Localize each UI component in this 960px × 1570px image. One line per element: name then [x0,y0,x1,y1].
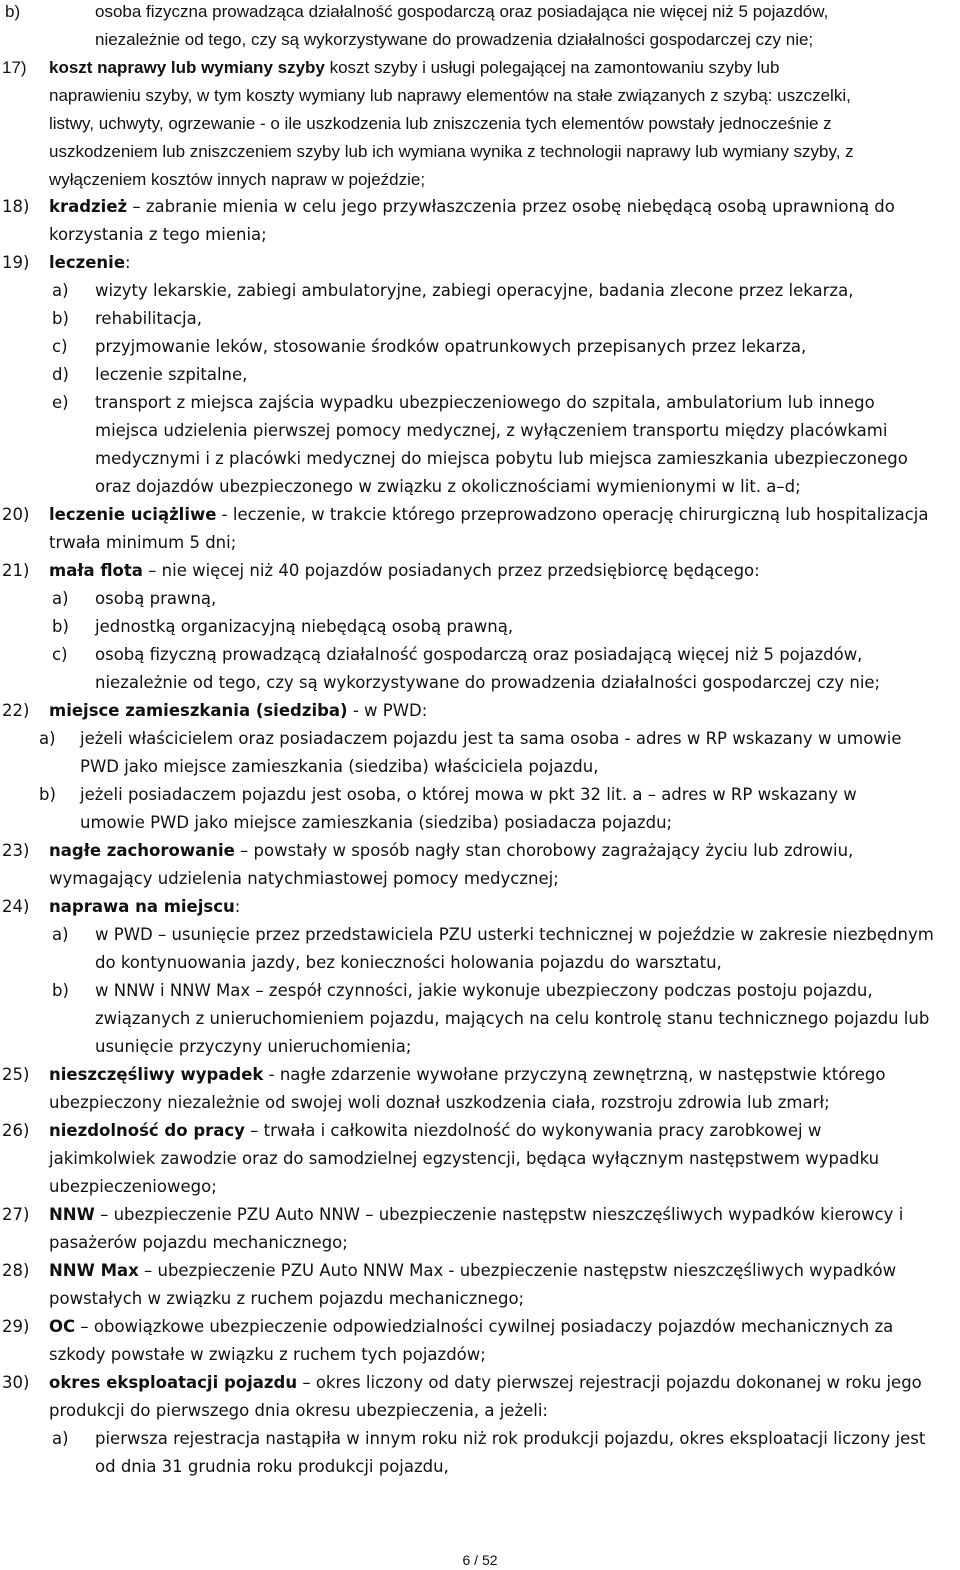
definition-first-line [95,591,216,608]
line-text: oraz dojazdów ubezpieczonego w związku z okolicznościami wymienionymi w lit. a–d; [95,477,801,496]
line-text: listwy, uchwyty, ogrzewanie - o ile uszkodzenia lub zniszczenia tych elementów powstały jednocześnie z [49,114,832,133]
definition-first-line [95,983,873,1000]
list-marker: a) [52,1429,69,1448]
line-text: niezależnie od tego, czy są wykorzystywane do prowadzenia działalności gospodarczej czy nie; [95,30,814,49]
definition-first-line [95,311,202,328]
list-marker: b) [5,2,21,21]
definition-line [49,87,851,104]
list-marker: c) [52,337,68,356]
line-text: w PWD – usunięcie przez przedstawiciela PZU usterki technicznej w pojeździe w zakresie niezbędnym [95,925,934,944]
line-text: jednostką organizacyjną niebędącą osobą prawną, [95,617,514,636]
definition-line [49,143,854,160]
line-text: przyjmowanie leków, stosowanie środków opatrunkowych przepisanych przez lekarza, [95,337,807,356]
definition-line [95,31,813,48]
line-text: niezależnie od tego, czy są wykorzystywane do prowadzenia działalności gospodarczej czy nie; [95,673,881,692]
definition-first-line [49,199,895,216]
line-text: pasażerów pojazdu mechanicznego; [49,1233,348,1252]
definition-line [95,955,722,972]
term: mała flota [49,561,143,580]
list-marker: a) [52,281,69,300]
list-marker: a) [52,589,69,608]
definition-first-line [49,1067,885,1084]
definition-line [95,479,801,496]
line-text: – ubezpieczenie PZU Auto NNW Max - ubezpieczenie następstw nieszczęśliwych wypadków [138,1261,897,1280]
line-text: – powstały w sposób nagły stan chorobowy zagrażający życiu lub zdrowiu, [234,841,854,860]
line-text: leczenie szpitalne, [95,365,248,384]
term: koszt naprawy lub wymiany szyby [49,58,325,77]
line-text: w NNW i NNW Max – zespół czynności, jakie wykonuje ubezpieczony podczas postoju pojazdu, [95,981,873,1000]
line-text: - nagłe zdarzenie wywołane przyczyną zewnętrzną, w następstwie którego [263,1065,886,1084]
definition-first-line [95,367,247,384]
line-text: osobą prawną, [95,589,217,608]
line-text: jeżeli właścicielem oraz posiadaczem pojazdu jest ta sama osoba - adres w RP wskazany w umowie [80,729,902,748]
line-text: powstałych w związku z ruchem pojazdu mechanicznego; [49,1289,525,1308]
list-marker: b) [52,981,69,1000]
line-text: korzystania z tego mienia; [49,225,267,244]
definition-first-line [49,59,779,76]
term: NNW Max [49,1261,139,1280]
definition-first-line [49,1123,821,1140]
line-text: szkody powstałe w związku z ruchem tych pojazdów; [49,1345,486,1364]
definition-line [95,1011,929,1028]
definition-line [95,451,908,468]
term: OC [49,1317,76,1336]
line-text: umowie PWD jako miejsce zamieszkania (siedziba) posiadacza pojazdu; [80,813,673,832]
list-marker: 27) [2,1205,30,1224]
line-text: – obowiązkowe ubezpieczenie odpowiedzialności cywilnej posiadaczy pojazdów mechanicznych za [75,1317,894,1336]
definition-first-line [80,787,857,804]
line-text: trwała minimum 5 dni; [49,533,237,552]
definition-first-line [49,507,928,524]
definition-first-line [95,283,853,300]
term: okres eksploatacji pojazdu [49,1373,298,1392]
list-marker: d) [52,365,69,384]
line-text: ubezpieczony niezależnie od swojej woli doznał uszkodzenia ciała, rozstroju zdrowia lub zmarł; [49,1093,830,1112]
definition-line [49,1151,879,1168]
definition-first-line [95,339,806,356]
line-text: transport z miejsca zajścia wypadku ubezpieczeniowego do szpitala, ambulatorium lub innego [95,393,875,412]
definition-first-line [49,1319,893,1336]
definition-line [80,815,672,832]
definition-first-line [49,255,131,272]
definition-first-line [49,899,240,916]
line-text: wyłączeniem kosztów innych napraw w pojeździe; [49,170,426,189]
line-text: związanych z unieruchomieniem pojazdu, mających na celu kontrolę stanu technicznego pojazdu lub [95,1009,930,1028]
line-text: do kontynuowania jazdy, bez konieczności holowania pojazdu do warsztatu, [95,953,722,972]
list-marker: 20) [2,505,30,524]
line-text: uszkodzeniem lub zniszczeniem szyby lub ich wymiana wynika z technologii naprawy lub wymiany szyby, z [49,142,854,161]
line-text: – trwała i całkowita niezdolność do wykonywania pracy zarobkowej w [244,1121,822,1140]
definition-line [49,1235,348,1252]
list-marker: a) [52,925,69,944]
line-text: : [234,897,241,916]
list-marker: c) [52,645,68,664]
line-text: – zabranie mienia w celu jego przywłaszczenia przez osobę niebędącą osobą uprawnioną do [127,197,895,216]
list-marker: 17) [2,58,27,77]
line-text: PWD jako miejsce zamieszkania (siedziba) właściciela pojazdu, [80,757,599,776]
line-text: jeżeli posiadaczem pojazdu jest osoba, o której mowa w pkt 32 lit. a – adres w RP wskazany w [80,785,857,804]
line-text: naprawieniu szyby, w tym koszty wymiany lub naprawy elementów na stałe związanych z szybą: uszczelki, [49,86,851,105]
line-text: osoba fizyczna prowadząca działalność gospodarczą oraz posiadająca nie więcej niż 5 pojazdów, [95,2,829,21]
line-text: jakimkolwiek zawodzie oraz do samodzielnej egzystencji, będąca wyłącznym następstwem wypadku [49,1149,880,1168]
definition-line [95,675,880,692]
line-text: produkcji do pierwszego dnia okresu ubezpieczenia, a jeżeli: [49,1401,548,1420]
definition-first-line [95,927,934,944]
line-text: - leczenie, w trakcie którego przeprowadzono operację chirurgiczną lub hospitalizacja [216,505,929,524]
line-text: miejsca udzielenia pierwszej pomocy medycznej, z wyłączeniem transportu między placówkami [95,421,888,440]
line-text: – ubezpieczenie PZU Auto NNW – ubezpieczenie następstw nieszczęśliwych wypadków kierowcy i [94,1205,904,1224]
term: nieszczęśliwy wypadek [49,1065,264,1084]
line-text: rehabilitacja, [95,309,202,328]
list-marker: 21) [2,561,30,580]
definition-first-line [49,1375,922,1392]
definition-line [49,227,267,244]
definition-line [95,1459,449,1476]
list-marker: a) [39,729,56,748]
line-text: koszt szyby i usługi polegającej na zamontowaniu szyby lub [324,58,780,77]
line-text: – nie więcej niż 40 pojazdów posiadanych przez przedsiębiorcę będącego: [142,561,760,580]
definition-line [49,871,559,888]
list-marker: 30) [2,1373,30,1392]
list-marker: 23) [2,841,30,860]
list-marker: 19) [2,253,30,272]
line-text: – okres liczony od daty pierwszej rejestracji pojazdu dokonanej w roku jego [297,1373,922,1392]
definition-line [49,1291,524,1308]
list-marker: 26) [2,1121,30,1140]
list-marker: 24) [2,897,30,916]
line-text: ubezpieczeniowego; [49,1177,217,1196]
definition-first-line [95,619,513,636]
term: niezdolność do pracy [49,1121,245,1140]
list-marker: 28) [2,1261,30,1280]
list-marker: 18) [2,197,30,216]
term: kradzież [49,197,128,216]
list-marker: b) [52,309,69,328]
term: leczenie [49,253,126,272]
definition-first-line [49,1207,903,1224]
term: NNW [49,1205,95,1224]
line-text: wymagający udzielenia natychmiastowej pomocy medycznej; [49,869,559,888]
definition-first-line [95,3,828,20]
definition-line [80,759,598,776]
list-marker: 29) [2,1317,30,1336]
definition-first-line [95,395,875,412]
list-marker: e) [52,393,69,412]
term: naprawa na miejscu [49,897,235,916]
definition-first-line [49,843,853,860]
line-text: medycznymi i z placówki medycznej do miejsca pobytu lub miejsca zamieszkania ubezpieczonego [95,449,908,468]
definition-line [49,1095,830,1112]
list-marker: 25) [2,1065,30,1084]
list-marker: 22) [2,701,30,720]
line-text: pierwsza rejestracja nastąpiła w innym roku niż rok produkcji pojazdu, okres eksploatacji liczony jest [95,1429,926,1448]
definition-line [49,535,236,552]
definition-line [95,423,887,440]
definition-first-line [49,563,760,580]
line-text: wizyty lekarskie, zabiegi ambulatoryjne, zabiegi operacyjne, badania zlecone przez lekarza, [95,281,854,300]
line-text: : [125,253,131,272]
definition-first-line [49,1263,896,1280]
definition-first-line [95,647,862,664]
definition-line [49,171,425,188]
definition-first-line [49,703,427,720]
term: nagłe zachorowanie [49,841,235,860]
definition-line [95,1039,411,1056]
list-marker: b) [39,785,56,804]
line-text: - w PWD: [347,701,428,720]
definition-line [49,1179,217,1196]
definition-line [49,115,832,132]
definition-first-line [80,731,902,748]
definition-line [49,1347,486,1364]
definition-line [49,1403,548,1420]
list-marker: b) [52,617,69,636]
term: miejsce zamieszkania (siedziba) [49,701,348,720]
definition-first-line [95,1431,925,1448]
line-text: usunięcie przyczyny unieruchomienia; [95,1037,412,1056]
term: leczenie uciążliwe [49,505,217,524]
line-text: od dnia 31 grudnia roku produkcji pojazdu, [95,1457,449,1476]
line-text: osobą fizyczną prowadzącą działalność gospodarczą oraz posiadającą więcej niż 5 pojazdów, [95,645,863,664]
page-number: 6 / 52 [462,1552,498,1568]
